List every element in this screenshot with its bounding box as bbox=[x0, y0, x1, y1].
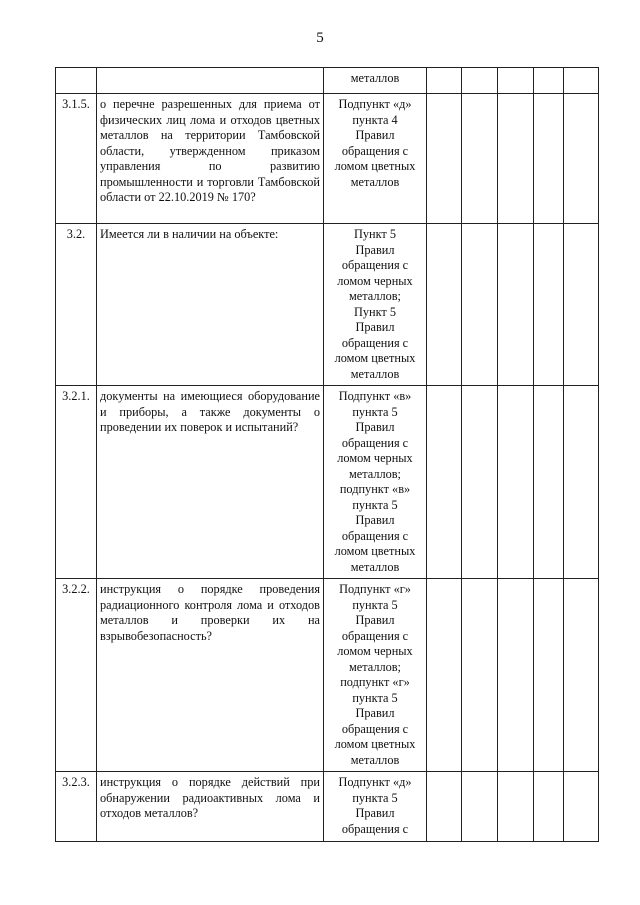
table-row bbox=[56, 579, 599, 772]
reference-line: пункта 5 bbox=[352, 597, 398, 612]
table-row bbox=[56, 94, 599, 224]
table-body bbox=[56, 68, 599, 842]
answer-cell bbox=[564, 68, 599, 94]
reference-line: Правил bbox=[355, 420, 395, 434]
reference-line: ломом черных bbox=[337, 451, 413, 465]
legal-reference-cell bbox=[324, 579, 427, 772]
answer-cell bbox=[498, 224, 534, 386]
table-row bbox=[56, 772, 599, 842]
question-cell: о перечне разрешенных для приема от физических лиц лома и отходов цветных металлов на территории Тамбовской области, утвержденном приказом управления по развитию промышленности и торговли Тамбовской области от 22.10.2019 № 170? bbox=[97, 94, 324, 224]
reference-line: обращения с bbox=[341, 335, 409, 350]
reference-line: металлов; bbox=[349, 289, 401, 303]
reference-line: ломом черных bbox=[337, 644, 413, 658]
answer-cell bbox=[534, 94, 564, 224]
answer-cell bbox=[498, 68, 534, 94]
answer-cell bbox=[564, 579, 599, 772]
reference-line: ломом цветных bbox=[334, 159, 416, 173]
reference-line: Подпункт «г» bbox=[339, 582, 411, 596]
item-number-cell bbox=[56, 68, 97, 94]
answer-cell bbox=[462, 386, 498, 579]
question-cell bbox=[97, 68, 324, 94]
reference-line: металлов bbox=[350, 559, 400, 574]
answer-cell bbox=[427, 772, 462, 842]
answer-cell bbox=[427, 579, 462, 772]
table-row bbox=[56, 386, 599, 579]
answer-cell bbox=[498, 386, 534, 579]
reference-line: обращения с bbox=[341, 435, 409, 450]
answer-cell bbox=[427, 386, 462, 579]
table-row bbox=[56, 68, 599, 94]
reference-line: пункта 5 bbox=[352, 690, 398, 705]
answer-cell bbox=[564, 772, 599, 842]
answer-cell bbox=[564, 386, 599, 579]
reference-line: Подпункт «д» bbox=[338, 97, 412, 111]
reference-line: пункта 5 bbox=[352, 497, 398, 512]
answer-cell bbox=[534, 224, 564, 386]
reference-line: подпункт «в» bbox=[339, 482, 411, 496]
reference-line: обращения с bbox=[341, 721, 409, 736]
reference-line: Правил bbox=[355, 242, 395, 257]
page-number: 5 bbox=[316, 30, 324, 46]
reference-line: ломом цветных bbox=[334, 737, 416, 751]
answer-cell bbox=[427, 94, 462, 224]
answer-cell bbox=[462, 68, 498, 94]
item-number-cell: 3.2. bbox=[56, 224, 97, 386]
answer-cell bbox=[564, 94, 599, 224]
reference-line: обращения с bbox=[341, 258, 409, 272]
item-number-cell: 3.2.2. bbox=[56, 579, 97, 772]
legal-reference-cell bbox=[324, 772, 427, 842]
reference-line: Правил bbox=[355, 320, 395, 334]
answer-cell bbox=[462, 94, 498, 224]
item-number-cell: 3.2.3. bbox=[56, 772, 97, 842]
question-cell: инструкция о порядке проведения радиационного контроля лома и отходов металлов и проверки их на взрывобезопасность? bbox=[97, 579, 324, 772]
reference-line: обращения с bbox=[341, 628, 409, 643]
item-number-cell: 3.2.1. bbox=[56, 386, 97, 579]
reference-line: Правил bbox=[355, 806, 395, 820]
reference-line: ломом цветных bbox=[334, 544, 416, 558]
reference-line: Пункт 5 bbox=[353, 227, 397, 241]
checklist-table bbox=[55, 67, 599, 842]
answer-cell bbox=[462, 772, 498, 842]
reference-line: металлов; bbox=[349, 659, 401, 674]
reference-line: пункта 5 bbox=[352, 404, 398, 419]
answer-cell bbox=[462, 579, 498, 772]
answer-cell bbox=[498, 94, 534, 224]
reference-line: пункта 4 bbox=[352, 112, 398, 127]
reference-line: металлов bbox=[350, 752, 400, 767]
reference-line: подпункт «г» bbox=[340, 675, 410, 689]
table-row bbox=[56, 224, 599, 386]
answer-cell bbox=[534, 579, 564, 772]
answer-cell bbox=[534, 772, 564, 842]
reference-line: ломом цветных bbox=[334, 351, 416, 365]
answer-cell bbox=[564, 224, 599, 386]
reference-line: ломом черных bbox=[337, 273, 413, 288]
answer-cell bbox=[498, 579, 534, 772]
legal-reference-cell bbox=[324, 386, 427, 579]
answer-cell bbox=[427, 68, 462, 94]
reference-line: Пункт 5 bbox=[353, 304, 397, 319]
question-cell: Имеется ли в наличии на объекте: bbox=[97, 224, 324, 386]
reference-line: обращения с bbox=[341, 821, 409, 836]
answer-cell bbox=[534, 386, 564, 579]
reference-line: металлов bbox=[350, 174, 400, 189]
reference-line: Подпункт «д» bbox=[338, 775, 412, 789]
legal-reference-cell bbox=[324, 224, 427, 386]
legal-reference-cell bbox=[324, 68, 427, 94]
reference-line: обращения с bbox=[341, 528, 409, 543]
reference-line: Правил bbox=[355, 706, 395, 720]
reference-line: Правил bbox=[355, 613, 395, 627]
question-cell: документы на имеющиеся оборудование и приборы, а также документы о проведении их поверок и испытаний? bbox=[97, 386, 324, 579]
reference-line: пункта 5 bbox=[352, 790, 398, 805]
answer-cell bbox=[534, 68, 564, 94]
answer-cell bbox=[427, 224, 462, 386]
reference-line: Подпункт «в» bbox=[338, 389, 412, 403]
legal-reference-cell bbox=[324, 94, 427, 224]
reference-line: металлов bbox=[350, 366, 400, 381]
reference-line: обращения с bbox=[341, 143, 409, 158]
reference-line: Правил bbox=[355, 513, 395, 527]
answer-cell bbox=[462, 224, 498, 386]
item-number-cell: 3.1.5. bbox=[56, 94, 97, 224]
reference-line: металлов; bbox=[349, 466, 401, 481]
reference-line: металлов bbox=[350, 71, 400, 85]
reference-line: Правил bbox=[355, 128, 395, 142]
answer-cell bbox=[498, 772, 534, 842]
question-cell: инструкция о порядке действий при обнаружении радиоактивных лома и отходов металлов? bbox=[97, 772, 324, 842]
